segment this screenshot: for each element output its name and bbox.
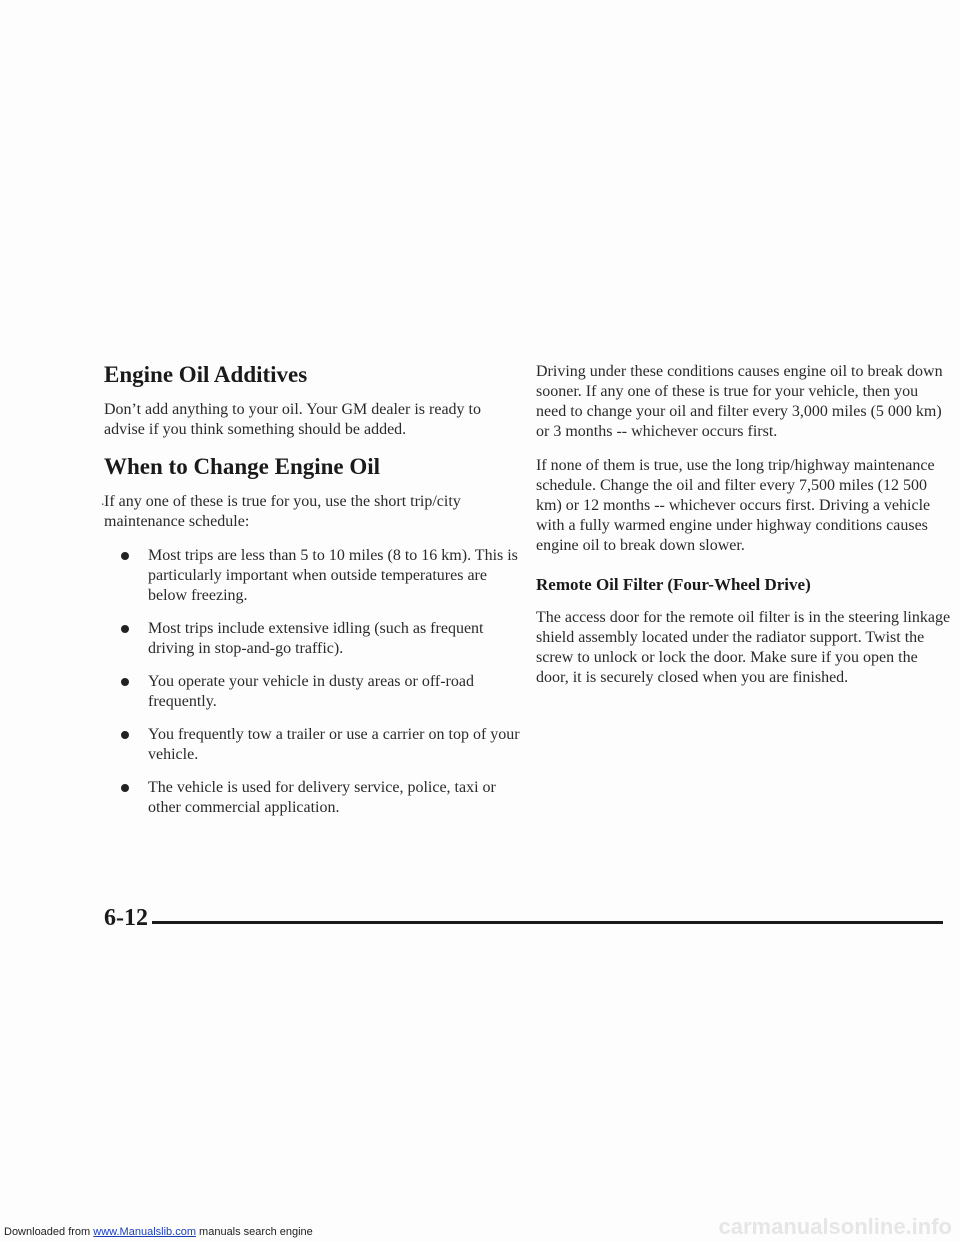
download-suffix: manuals search engine: [199, 1226, 313, 1238]
list-item-text: Most trips include extensive idling (such as frequent driving in stop-and-go traffic).: [148, 620, 484, 657]
short-trip-interval-paragraph: Driving under these conditions causes engine oil to break down sooner. If any one of these is true for your vehicle, then you need to change your oil and filter every 3,000 miles (5 000 km) or 3 months -- whichever occurs first.: [536, 363, 943, 440]
heading-engine-oil-additives: Engine Oil Additives: [104, 362, 308, 387]
short-trip-intro-paragraph: If any one of these is true for you, use the short trip/city maintenance schedule:: [104, 493, 461, 530]
bullet-icon: [121, 731, 129, 739]
remote-oil-filter-paragraph: The access door for the remote oil filter is in the steering linkage shield assembly located under the radiator support. Twist the screw to unlock or lock the door. Make sure if you open the door, it is securely closed when you are finished.: [536, 609, 951, 686]
page-number: 6-12: [104, 905, 148, 931]
list-item-text: You frequently tow a trailer or use a carrier on top of your vehicle.: [148, 726, 520, 763]
list-item: [104, 546, 524, 606]
bullet-icon: [121, 784, 129, 792]
heading-when-to-change-oil: When to Change Engine Oil: [104, 454, 381, 479]
long-trip-interval-paragraph: If none of them is true, use the long trip/highway maintenance schedule. Change the oil and filter every 7,500 miles (12 500 km) or 12 months -- whichever occurs first. Driving a vehicle with a fully warmed engine under highway conditions causes engine oil to break down slower.: [536, 457, 935, 554]
download-prefix: Downloaded from: [4, 1226, 91, 1238]
download-attribution: [4, 1226, 313, 1238]
bullet-icon: [121, 625, 129, 633]
manualslib-link[interactable]: www.Manualslib.com: [93, 1226, 196, 1238]
heading-remote-oil-filter: Remote Oil Filter (Four-Wheel Drive): [536, 575, 811, 594]
bullet-icon: [121, 678, 129, 686]
list-item: [104, 725, 524, 765]
list-item-text: The vehicle is used for delivery service, police, taxi or other commercial application.: [148, 779, 496, 816]
list-item: [104, 778, 524, 818]
watermark: carmanualsonline.info: [718, 1214, 952, 1239]
list-item: [104, 672, 524, 712]
list-item: [104, 619, 524, 659]
footer-rule: [152, 921, 943, 924]
additives-paragraph: Don’t add anything to your oil. Your GM dealer is ready to advise if you think something should be added.: [104, 401, 481, 438]
list-item-text: You operate your vehicle in dusty areas or off-road frequently.: [148, 673, 474, 710]
stray-mark: .: [101, 494, 105, 509]
conditions-list: [104, 546, 524, 818]
list-item-text: Most trips are less than 5 to 10 miles (8 to 16 km). This is particularly important when outside temperatures are below freezing.: [148, 547, 518, 604]
right-column: [536, 362, 952, 702]
left-column: [104, 362, 524, 831]
bullet-icon: [121, 552, 129, 560]
